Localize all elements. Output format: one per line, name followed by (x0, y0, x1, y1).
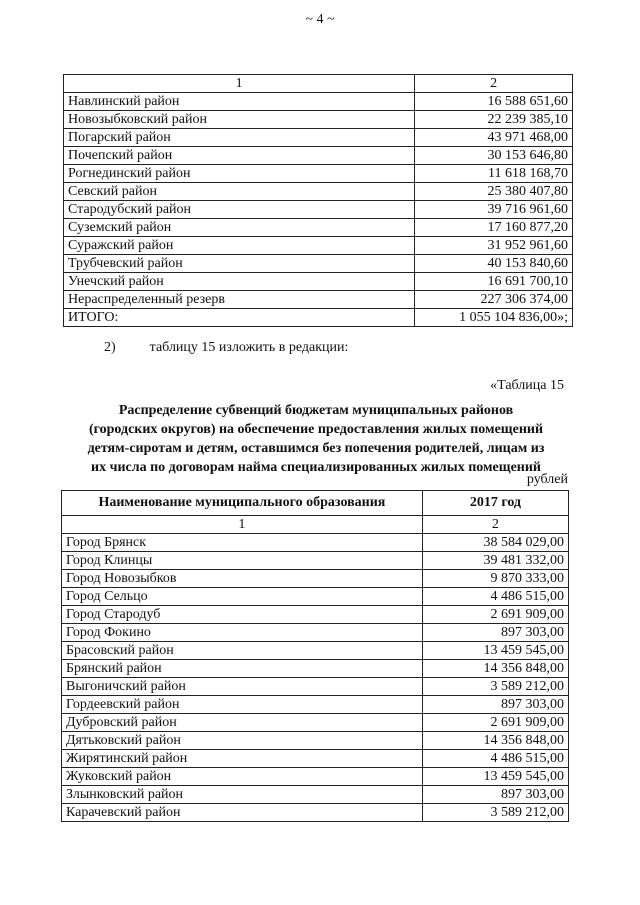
amount-cell: 3 589 212,00 (422, 804, 568, 822)
table-row (62, 714, 569, 732)
table-row (64, 237, 573, 255)
amount-cell: 22 239 385,10 (415, 111, 573, 129)
municipality-name-cell: Унечский район (64, 273, 415, 291)
units-label: рублей (526, 472, 568, 487)
amount-cell: 2 691 909,00 (422, 714, 568, 732)
municipality-name-cell: Стародубский район (64, 201, 415, 219)
amount-cell: 40 153 840,60 (415, 255, 573, 273)
table-row (62, 786, 569, 804)
column-number-1: 1 (64, 75, 415, 93)
municipality-name-cell: Гордеевский район (62, 696, 423, 714)
table-row (64, 255, 573, 273)
municipality-name-cell: Новозыбковский район (64, 111, 415, 129)
municipality-name-cell: Город Фокино (62, 624, 423, 642)
caption-line: детям-сиротам и детям, оставшимся без попечения родителей, лицам из (87, 441, 545, 456)
column-header-municipality: Наименование муниципального образования (62, 491, 423, 516)
municipality-name-cell: Рогнединский район (64, 165, 415, 183)
table-row (62, 732, 569, 750)
table-row (62, 642, 569, 660)
table-row (64, 219, 573, 237)
municipality-name-cell: Город Новозыбков (62, 570, 423, 588)
table-row (62, 750, 569, 768)
municipality-name-cell: ИТОГО: (64, 309, 415, 327)
municipality-name-cell: Трубчевский район (64, 255, 415, 273)
table-row (62, 660, 569, 678)
table-row (64, 309, 573, 327)
municipality-name-cell: Жирятинский район (62, 750, 423, 768)
amount-cell: 39 481 332,00 (422, 552, 568, 570)
table-row (64, 129, 573, 147)
amount-cell: 30 153 646,80 (415, 147, 573, 165)
amount-cell: 2 691 909,00 (422, 606, 568, 624)
table-row (62, 768, 569, 786)
table-row (64, 183, 573, 201)
caption-line: их числа по договорам найма специализированных жилых помещений (91, 460, 541, 475)
column-number-2: 2 (422, 516, 568, 534)
table-header-row (62, 491, 569, 516)
municipality-name-cell: Город Стародуб (62, 606, 423, 624)
municipality-name-cell: Погарский район (64, 129, 415, 147)
caption-line: (городских округов) на обеспечение предоставления жилых помещений (88, 422, 544, 437)
amount-cell: 14 356 848,00 (422, 732, 568, 750)
instruction-paragraph (104, 340, 348, 356)
municipality-name-cell: Нераспределенный резерв (64, 291, 415, 309)
municipality-name-cell: Брасовский район (62, 642, 423, 660)
amount-cell: 3 589 212,00 (422, 678, 568, 696)
amount-cell: 4 486 515,00 (422, 588, 568, 606)
page-number: ~ 4 ~ (305, 12, 335, 27)
municipality-name-cell: Выгоничский район (62, 678, 423, 696)
amount-cell: 14 356 848,00 (422, 660, 568, 678)
table-subventions (61, 490, 569, 822)
table-row (64, 93, 573, 111)
amount-cell: 16 588 651,60 (415, 93, 573, 111)
column-number-1: 1 (62, 516, 423, 534)
table-row (62, 624, 569, 642)
municipality-name-cell: Севский район (64, 183, 415, 201)
amount-cell: 39 716 961,60 (415, 201, 573, 219)
table-row (62, 588, 569, 606)
municipality-name-cell: Город Клинцы (62, 552, 423, 570)
municipality-name-cell: Злынковский район (62, 786, 423, 804)
table-row (64, 201, 573, 219)
table-caption (60, 401, 572, 477)
municipality-name-cell: Дятьковский район (62, 732, 423, 750)
table-row (64, 147, 573, 165)
municipality-name-cell: Навлинский район (64, 93, 415, 111)
table-row (62, 552, 569, 570)
municipality-name-cell: Карачевский район (62, 804, 423, 822)
table-row (62, 570, 569, 588)
table-row (64, 111, 573, 129)
amount-cell: 9 870 333,00 (422, 570, 568, 588)
municipality-name-cell: Суземский район (64, 219, 415, 237)
amount-cell: 4 486 515,00 (422, 750, 568, 768)
amount-cell: 13 459 545,00 (422, 642, 568, 660)
municipality-name-cell: Почепский район (64, 147, 415, 165)
table-row (64, 165, 573, 183)
amount-cell: 1 055 104 836,00»; (415, 309, 573, 327)
municipality-name-cell: Город Сельцо (62, 588, 423, 606)
table-row (62, 678, 569, 696)
instruction-text: таблицу 15 изложить в редакции: (149, 340, 349, 355)
table-row (64, 273, 573, 291)
table-column-numbers-row (64, 75, 573, 93)
municipality-name-cell: Дубровский район (62, 714, 423, 732)
table-district-totals (63, 74, 573, 327)
amount-cell: 227 306 374,00 (415, 291, 573, 309)
amount-cell: 43 971 468,00 (415, 129, 573, 147)
table-row (62, 534, 569, 552)
municipality-name-cell: Жуковский район (62, 768, 423, 786)
column-number-2: 2 (415, 75, 573, 93)
amount-cell: 25 380 407,80 (415, 183, 573, 201)
amount-cell: 16 691 700,10 (415, 273, 573, 291)
amount-cell: 897 303,00 (422, 696, 568, 714)
amount-cell: 13 459 545,00 (422, 768, 568, 786)
instruction-number: 2) (104, 340, 116, 355)
table-label: «Таблица 15 (490, 378, 564, 393)
amount-cell: 897 303,00 (422, 624, 568, 642)
table-row (62, 606, 569, 624)
amount-cell: 11 618 168,70 (415, 165, 573, 183)
table-column-numbers-row (62, 516, 569, 534)
municipality-name-cell: Город Брянск (62, 534, 423, 552)
municipality-name-cell: Суражский район (64, 237, 415, 255)
table-row (62, 804, 569, 822)
table-body (64, 93, 573, 327)
municipality-name-cell: Брянский район (62, 660, 423, 678)
caption-line: Распределение субвенций бюджетам муниципальных районов (118, 403, 514, 418)
table-body (62, 534, 569, 822)
amount-cell: 38 584 029,00 (422, 534, 568, 552)
amount-cell: 897 303,00 (422, 786, 568, 804)
table-row (62, 696, 569, 714)
column-header-year: 2017 год (422, 491, 568, 516)
amount-cell: 31 952 961,60 (415, 237, 573, 255)
table-row (64, 291, 573, 309)
amount-cell: 17 160 877,20 (415, 219, 573, 237)
